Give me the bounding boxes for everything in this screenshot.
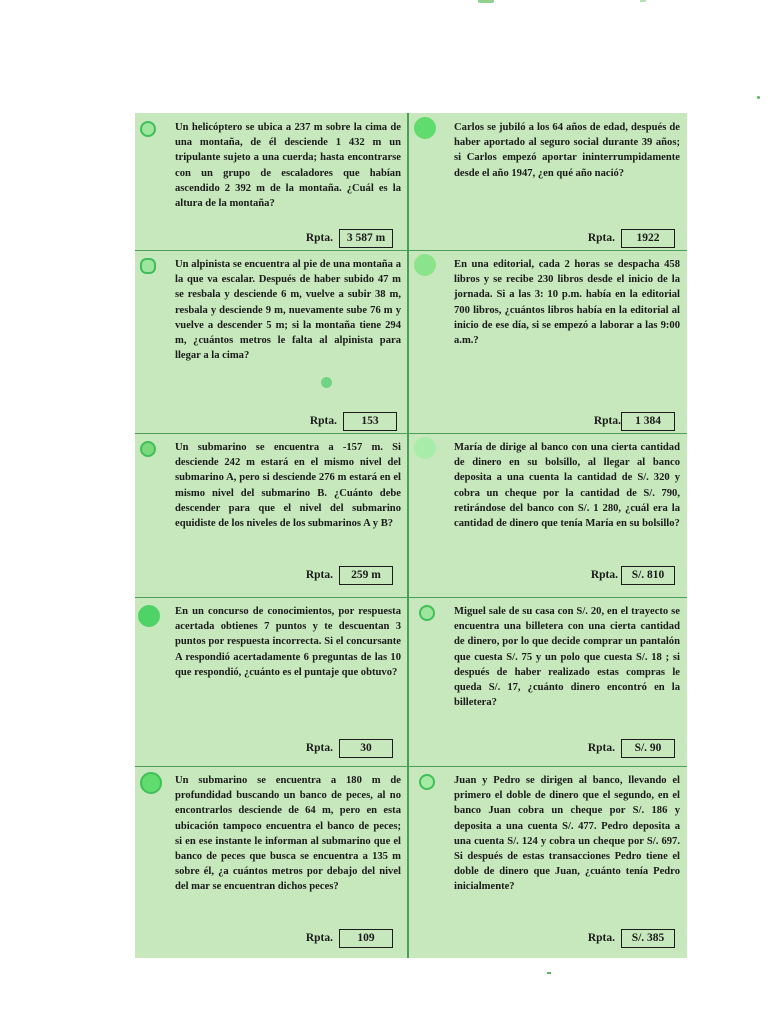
worksheet — [135, 113, 687, 958]
problem-text: Un helicóptero se ubica a 237 m sobre la cima de una montaña, de él desciende 1 432 m un tripulante sujeto a una cuerda; hasta encontrarse con un grupo de escaladores que habían ascendido 2 392 m de la montaña. ¿Cuál es la altura de la montaña? — [175, 122, 401, 210]
answer-row — [145, 412, 397, 432]
problem-card — [409, 250, 687, 433]
answer-box: 153 — [343, 412, 397, 431]
top-decoration — [478, 0, 494, 3]
top-decoration-small — [640, 0, 646, 2]
problem-text: Miguel sale de su casa con S/. 20, en el trayecto se encuentra una billetera con una cierta cantidad de dinero, por lo que decide comprar un pantalón que cuesta S/. 75 y un polo que cuesta S/. 18 ; si después de haber realizado estas compras le queda S/. 17, ¿cuánto dinero encontró en la billetera? — [454, 606, 680, 709]
problem-text: María de dirige al banco con una cierta cantidad de dinero en su bolsillo, al llegar al banco deposita a una cuenta la cantidad de S/. 320 y cobra un cheque por la cantidad de S/. 790, retirándose del banco con S/. 1 280, ¿cuál era la cantidad de dinero que tenía María en su bolsillo? — [454, 442, 680, 530]
answer-label: Rpta. — [305, 742, 333, 754]
answer-row — [419, 739, 675, 759]
problem-text: Un alpinista se encuentra al pie de una montaña a la que va escalar. Después de haber subido 47 m se resbala y desciende 6 m, vuelve a subir 38 m, resbala y desciende 9 m, nuevamente sube 76 m y vuelve a descender 5 m; si la montaña tiene 294 m, ¿cuántos metros le falta al alpinista para llegar a la cima? — [175, 259, 401, 362]
bullet-icon — [140, 772, 162, 794]
bullet-icon — [419, 605, 435, 621]
problem-card — [135, 250, 407, 433]
problem-card — [409, 113, 687, 250]
answer-label: Rpta. — [305, 232, 333, 244]
answer-row — [145, 929, 393, 949]
answer-label: Rpta. — [305, 932, 333, 944]
answer-box: 1922 — [621, 229, 675, 248]
answer-label: Rpta. — [593, 415, 621, 427]
answer-label: Rpta. — [587, 232, 615, 244]
answer-label: Rpta. — [309, 415, 337, 427]
answer-box: 3 587 m — [339, 229, 393, 248]
answer-box: S/. 385 — [621, 929, 675, 948]
bullet-icon — [414, 117, 436, 139]
problem-card — [135, 597, 407, 766]
problem-card — [409, 766, 687, 958]
bullet-icon — [140, 441, 156, 457]
bullet-icon — [419, 774, 435, 790]
answer-row — [419, 412, 675, 432]
answer-box: S/. 810 — [621, 566, 675, 585]
answer-row — [419, 566, 675, 586]
problem-text: En un concurso de conocimientos, por respuesta acertada obtienes 7 puntos y te descuentan 3 puntos por respuesta incorrecta. Si el concursante A respondió acertadamente 6 preguntas de las 10 que respondió, ¿cuánto es el puntaje que obtuvo? — [175, 606, 401, 678]
bullet-icon — [414, 254, 436, 276]
answer-label: Rpta. — [587, 932, 615, 944]
answer-row — [145, 739, 393, 759]
answer-row — [145, 566, 393, 586]
problem-text: Juan y Pedro se dirigen al banco, llevando el primero el doble de dinero que el segundo, en el banco Juan cobra un cheque por S/. 186 y deposita a una cuenta S/. 477. Pedro deposita a una cuenta S/. 124 y cobra un cheque por S/. 697. Si después de estas transacciones Pedro tiene el doble de dinero que Juan, ¿cuánto tenía Pedro inicialmente? — [454, 775, 680, 893]
answer-box: S/. 90 — [621, 739, 675, 758]
problem-card — [135, 113, 407, 250]
answer-row — [419, 229, 675, 249]
edge-mark — [757, 96, 760, 99]
bullet-icon — [140, 258, 156, 274]
problem-card — [135, 766, 407, 958]
answer-box: 1 384 — [621, 412, 675, 431]
answer-label: Rpta. — [587, 742, 615, 754]
answer-label: Rpta. — [590, 569, 618, 581]
bullet-icon — [414, 437, 436, 459]
decorative-dot — [321, 377, 332, 388]
problem-card — [409, 433, 687, 597]
problem-text: En una editorial, cada 2 horas se despacha 458 libros y se recibe 230 libros desde el inicio de la jornada. Si a las 3: 10 p.m. había en la editorial 700 libros, ¿cuántos libros había en la editorial al inicio de ese día, si se empezó a laborar a las 9:00 a.m.? — [454, 259, 680, 347]
answer-label: Rpta. — [305, 569, 333, 581]
problem-card — [409, 597, 687, 766]
problem-text: Un submarino se encuentra a 180 m de profundidad buscando un banco de peces, al no encontrarlos desciende de 64 m, pero en esta ubicación tampoco encuentra el banco de peces; si en ese instante le informan al submarino que el banco de peces que busca se encuentra a 135 m sobre él, ¿a cuántos metros por debajo del nivel del mar se encuentran dichos peces? — [175, 775, 401, 893]
answer-row — [419, 929, 675, 949]
answer-row — [145, 229, 393, 249]
problem-card — [135, 433, 407, 597]
answer-box: 30 — [339, 739, 393, 758]
problem-text: Carlos se jubiló a los 64 años de edad, después de haber aportado al seguro social durante 39 años; si Carlos empezó aportar ininterrumpidamente desde el año 1947, ¿en qué año nació? — [454, 122, 680, 179]
bottom-mark — [547, 972, 551, 974]
answer-box: 259 m — [339, 566, 393, 585]
problem-text: Un submarino se encuentra a -157 m. Si desciende 242 m estará en el mismo nivel del submarino A, pero si desciende 276 m estará en el mismo nivel del submarino B. ¿Cuánto debe descender para que el nivel del submarino equidiste de los niveles de los submarinos A y B? — [175, 442, 401, 530]
bullet-icon — [138, 605, 160, 627]
bullet-icon — [140, 121, 156, 137]
answer-box: 109 — [339, 929, 393, 948]
